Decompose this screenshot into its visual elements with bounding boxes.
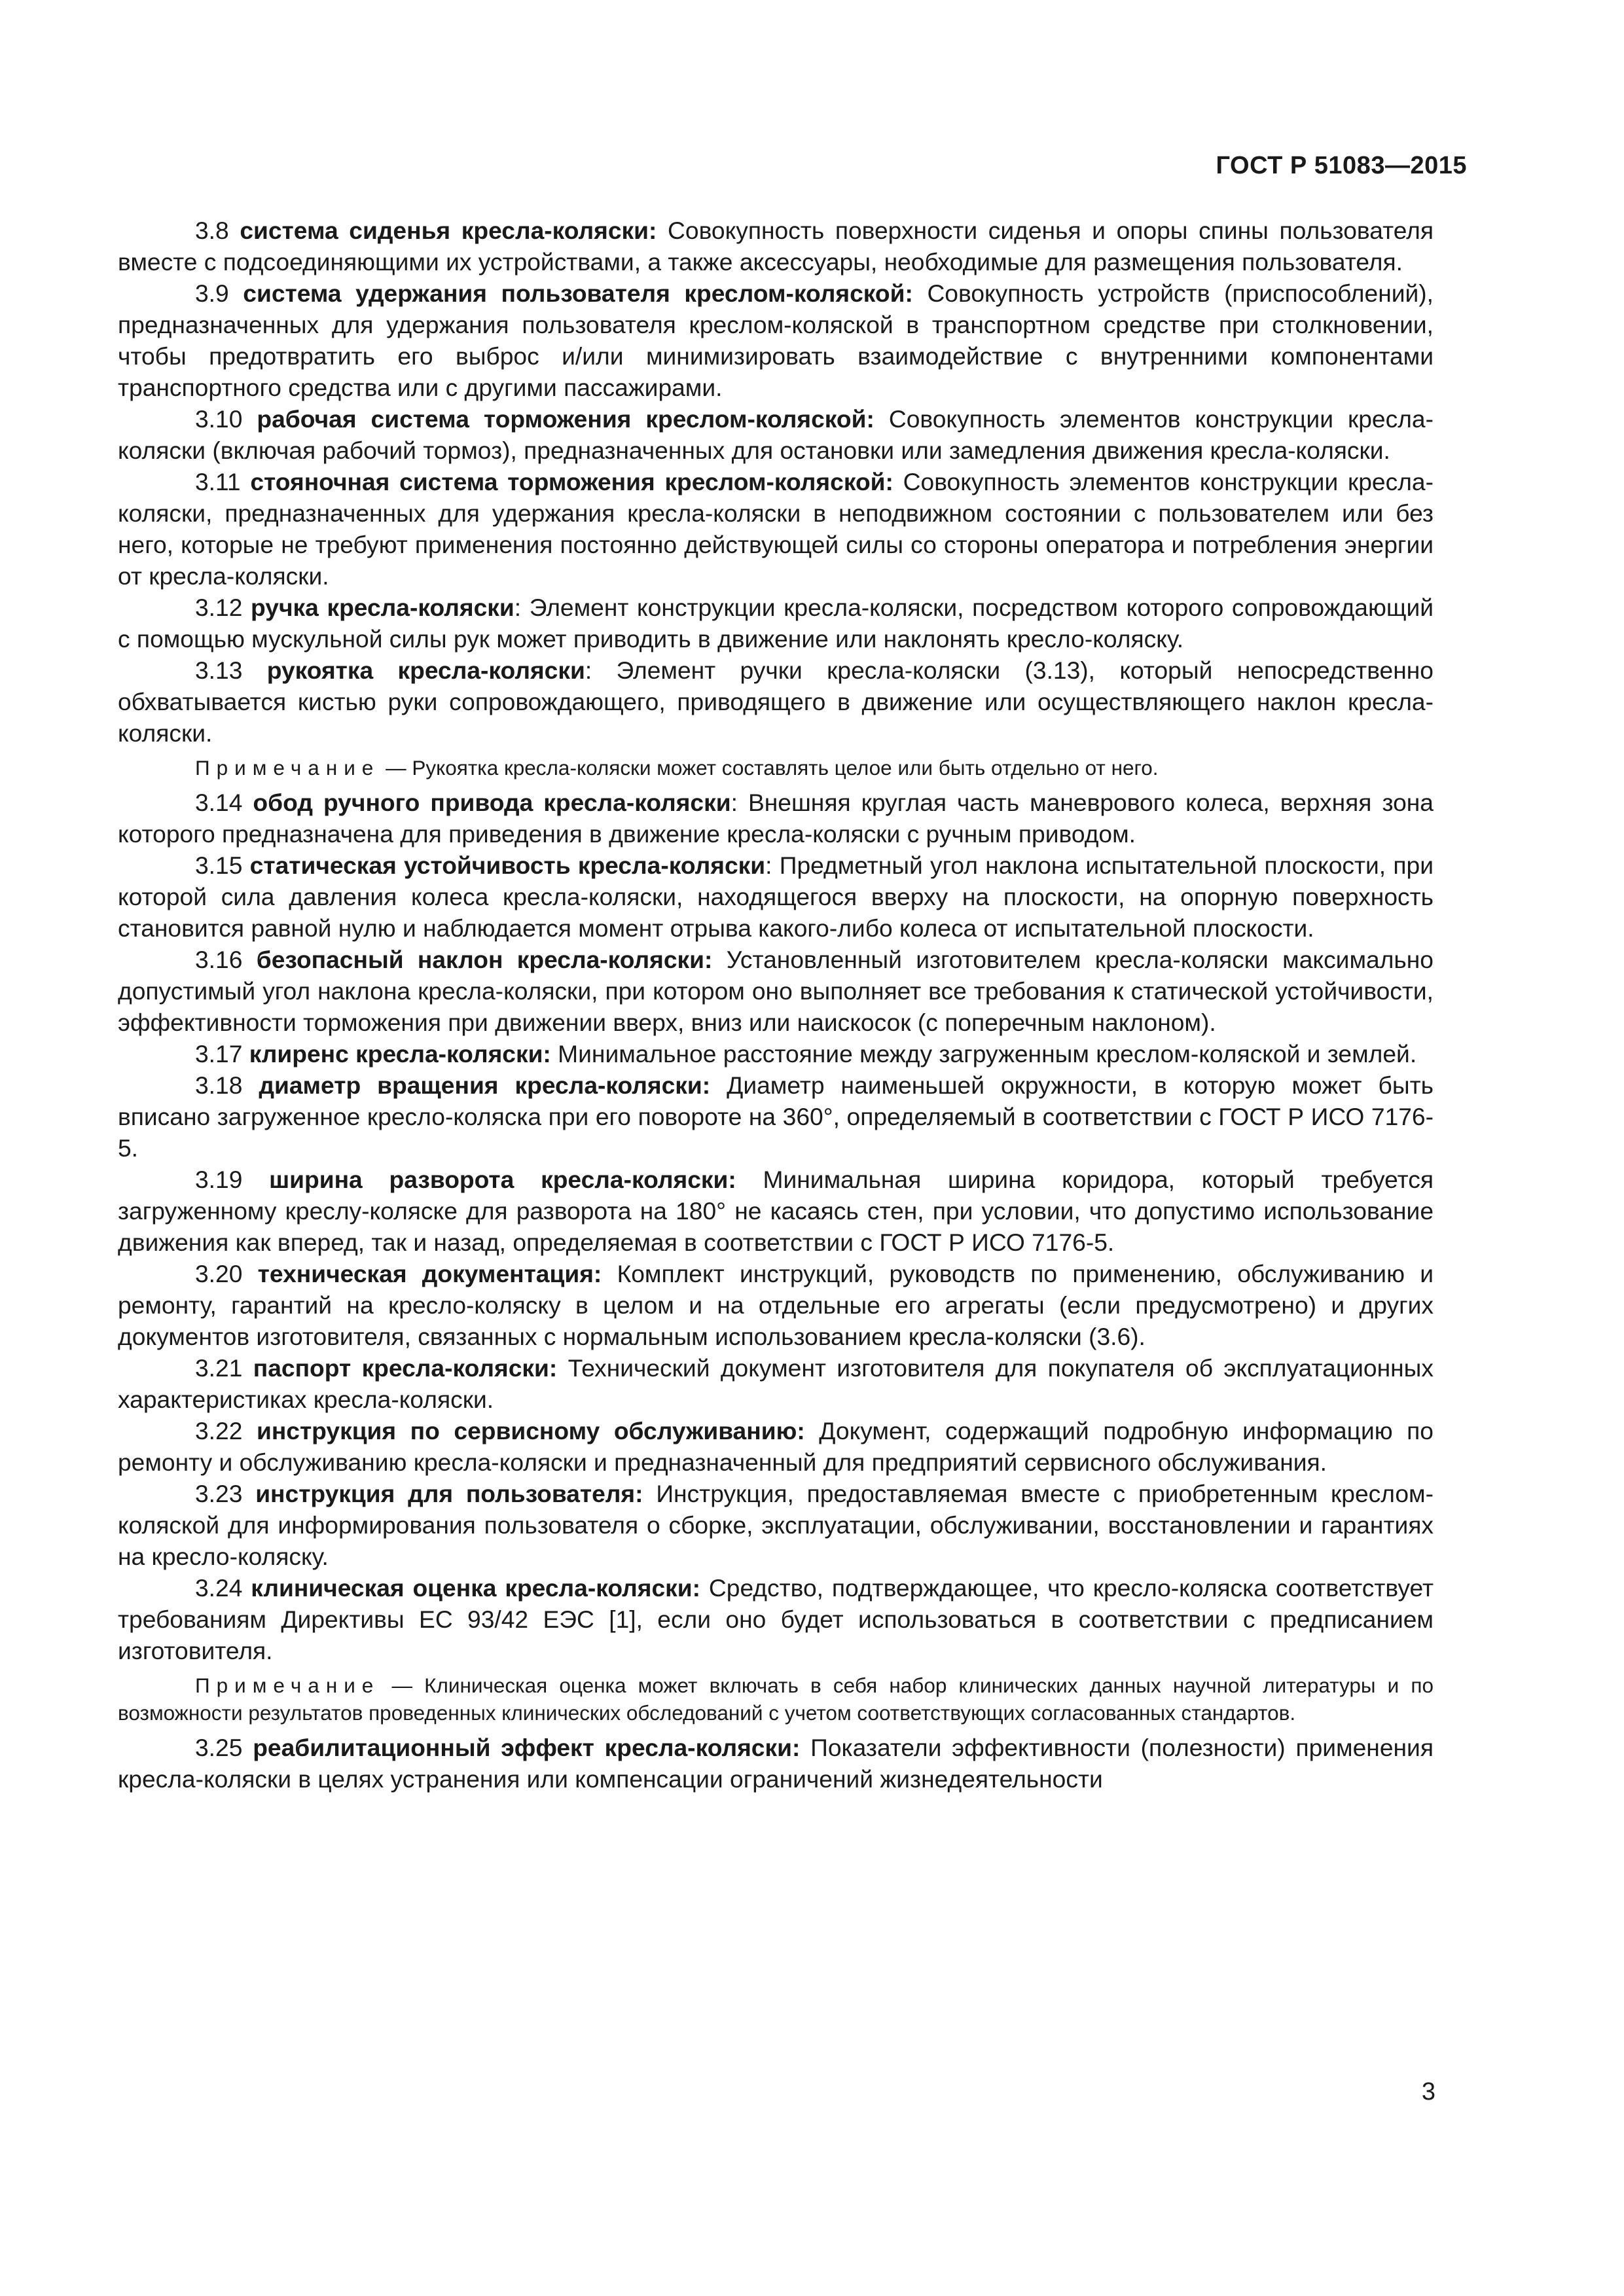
definition-number: 3.10 (195, 405, 243, 433)
definition-term: клиренс кресла-коляски: (249, 1040, 551, 1067)
definition-3-9 (118, 278, 1434, 403)
definition-text: Совокупность элементов конструкции кресла-коляски, предназначенных для удержания кресла-коляски в неподвижном состоянии с пользователем или без него, которые не требуют применения постоянно действующей силы со стороны оператора и потребления энергии от кресла-коляски. (118, 468, 1434, 590)
definition-text: Минимальная ширина коридора, который требуется загруженному креслу-коляске для разворота на 180° не касаясь стен, при условии, что допустимо использование движения как вперед, так и назад, определяемая в соответствии с ГОСТ Р ИСО 7176-5. (118, 1166, 1434, 1256)
definition-term: обод ручного привода кресла-коляски (253, 789, 731, 816)
definition-number: 3.24 (195, 1574, 243, 1602)
definition-3-18 (118, 1069, 1434, 1164)
definition-term: инструкция по сервисному обслуживанию: (256, 1417, 805, 1444)
note-text: — Клиническая оценка может включать в себя набор клинических данных научной литературы и по возможности результатов проведенных клинических обследований с учетом соответствующих согласованных стандартов. (118, 1674, 1434, 1725)
definition-text: Показатели эффективности (полезности) применения кресла-коляски в целях устранения или компенсации ограничений жизнедеятельности (118, 1734, 1434, 1793)
definition-text: Комплект инструкций, руководств по применению, обслуживанию и ремонту, гарантий на кресло-коляску в целом и на отдельные его агрегаты (если предусмотрено) и других документов изготовителя, связанных с нормальным использованием кресла-коляски (3.6). (118, 1260, 1434, 1350)
definition-text: Совокупность поверхности сиденья и опоры спины пользователя вместе с подсоединяющими их устройствами, а также аксессуары, необходимые для размещения пользователя. (118, 217, 1434, 276)
definition-number: 3.14 (195, 789, 243, 816)
definition-number: 3.15 (195, 852, 243, 879)
definition-term: диаметр вращения кресла-коляски: (259, 1071, 711, 1099)
definition-3-14 (118, 787, 1434, 850)
definition-number: 3.18 (195, 1071, 243, 1099)
definition-number: 3.8 (195, 217, 229, 244)
definition-text: : Элемент конструкции кресла-коляски, посредством которого сопровождающий с помощью мускульной силы рук может приводить в движение или наклонять кресло-коляску. (118, 594, 1434, 653)
definition-term: рабочая система торможения креслом-коляской: (257, 405, 875, 433)
definition-number: 3.23 (195, 1480, 243, 1507)
definition-3-16 (118, 944, 1434, 1038)
definition-3-15 (118, 850, 1434, 944)
definition-3-20 (118, 1258, 1434, 1352)
definition-text: Минимальное расстояние между загруженным креслом-коляской и землей. (558, 1040, 1417, 1067)
definition-number: 3.9 (195, 279, 229, 307)
note-clinical-evaluation (118, 1672, 1434, 1727)
definition-number: 3.25 (195, 1734, 243, 1761)
definition-3-11 (118, 466, 1434, 592)
definition-3-25 (118, 1732, 1434, 1795)
definition-3-8 (118, 215, 1434, 278)
definition-3-13 (118, 655, 1434, 749)
definition-text: Документ, содержащий подробную информацию по ремонту и обслуживанию кресла-коляски и предназначенный для предприятий сервисного обслуживания. (118, 1417, 1434, 1476)
definition-text: Диаметр наименьшей окружности, в которую может быть вписано загруженное кресло-коляска при его повороте на 360°, определяемый в соответствии с ГОСТ Р ИСО 7176-5. (118, 1071, 1434, 1162)
definition-number: 3.11 (195, 468, 241, 495)
definition-text: : Предметный угол наклона испытательной плоскости, при которой сила давления колеса кресла-коляски, находящегося вверху на плоскости, на опорную поверхность становится равной нулю и наблюдается момент отрыва какого-либо колеса от испытательной плоскости. (118, 852, 1434, 942)
definition-term: статическая устойчивость кресла-коляски (249, 852, 766, 879)
definition-number: 3.19 (195, 1166, 243, 1193)
definition-text: Установленный изготовителем кресла-коляски максимально допустимый угол наклона кресла-коляски, при котором оно выполняет все требования к статической устойчивости, эффективности торможения при движении вверх, вниз или наискосок (с поперечным наклоном). (118, 946, 1434, 1036)
definition-number: 3.22 (195, 1417, 243, 1444)
definition-term: стояночная система торможения креслом-коляской: (250, 468, 893, 495)
definition-term: инструкция для пользователя: (255, 1480, 643, 1507)
definition-text: Совокупность устройств (приспособлений), предназначенных для удержания пользователя креслом-коляской в транспортном средстве при столкновении, чтобы предотвратить его выброс и/или минимизировать взаимодействие с внутренними компонентами транспортного средства или с другими пассажирами. (118, 279, 1434, 401)
definition-term: рукоятка кресла-коляски (266, 656, 585, 684)
definition-text: Инструкция, предоставляемая вместе с приобретенным креслом-коляской для информирования пользователя о сборке, эксплуатации, обслуживании, восстановлении и гарантиях на кресло-коляску. (118, 1480, 1434, 1570)
definition-3-17 (118, 1038, 1434, 1069)
definition-3-19 (118, 1164, 1434, 1258)
definition-number: 3.21 (195, 1354, 243, 1382)
note-text: — Рукоятка кресла-коляски может составлять целое или быть отдельно от него. (386, 756, 1159, 780)
note-handle (118, 754, 1434, 781)
definition-term: техническая документация: (257, 1260, 602, 1287)
definition-number: 3.20 (195, 1260, 243, 1287)
definition-text: : Внешняя круглая часть маневрового колеса, верхняя зона которого предназначена для приведения в движение кресла-коляски с ручным приводом. (118, 789, 1434, 848)
definition-term: система удержания пользователя креслом-коляской: (243, 279, 913, 307)
note-label: Примечание (195, 1674, 380, 1697)
definition-text: Средство, подтверждающее, что кресло-коляска соответствует требованиям Директивы ЕС 93/42 ЕЭС [1], если оно будет использоваться в соответствии с предписанием изготовителя. (118, 1574, 1434, 1664)
definition-number: 3.12 (195, 594, 243, 621)
definition-number: 3.16 (195, 946, 243, 973)
definition-3-22 (118, 1415, 1434, 1478)
definition-term: система сиденья кресла-коляски: (240, 217, 657, 244)
definition-term: ручка кресла-коляски (251, 594, 514, 621)
definition-3-21 (118, 1352, 1434, 1415)
note-label: Примечание (195, 756, 380, 780)
definition-text: : Элемент ручки кресла-коляски (3.13), который непосредственно обхватывается кистью руки сопровождающего, приводящего в движение или осуществляющего наклон кресла-коляски. (118, 656, 1434, 747)
definition-term: паспорт кресла-коляски: (253, 1354, 558, 1382)
document-body (118, 215, 1434, 1795)
page-number: 3 (1421, 2078, 1435, 2106)
definition-term: реабилитационный эффект кресла-коляски: (253, 1734, 801, 1761)
definition-term: ширина разворота кресла-коляски: (269, 1166, 736, 1193)
definition-3-10 (118, 403, 1434, 466)
document-code-header: ГОСТ Р 51083—2015 (1216, 152, 1467, 179)
definition-term: безопасный наклон кресла-коляски: (256, 946, 713, 973)
definition-text: Совокупность элементов конструкции кресла-коляски (включая рабочий тормоз), предназначенных для остановки или замедления движения кресла-коляски. (118, 405, 1434, 464)
definition-term: клиническая оценка кресла-коляски: (251, 1574, 701, 1602)
definition-text: Технический документ изготовителя для покупателя об эксплуатационных характеристиках кресла-коляски. (118, 1354, 1434, 1413)
definition-number: 3.17 (195, 1040, 243, 1067)
definition-3-12 (118, 592, 1434, 655)
definition-3-23 (118, 1478, 1434, 1572)
definition-number: 3.13 (195, 656, 243, 684)
definition-3-24 (118, 1572, 1434, 1666)
